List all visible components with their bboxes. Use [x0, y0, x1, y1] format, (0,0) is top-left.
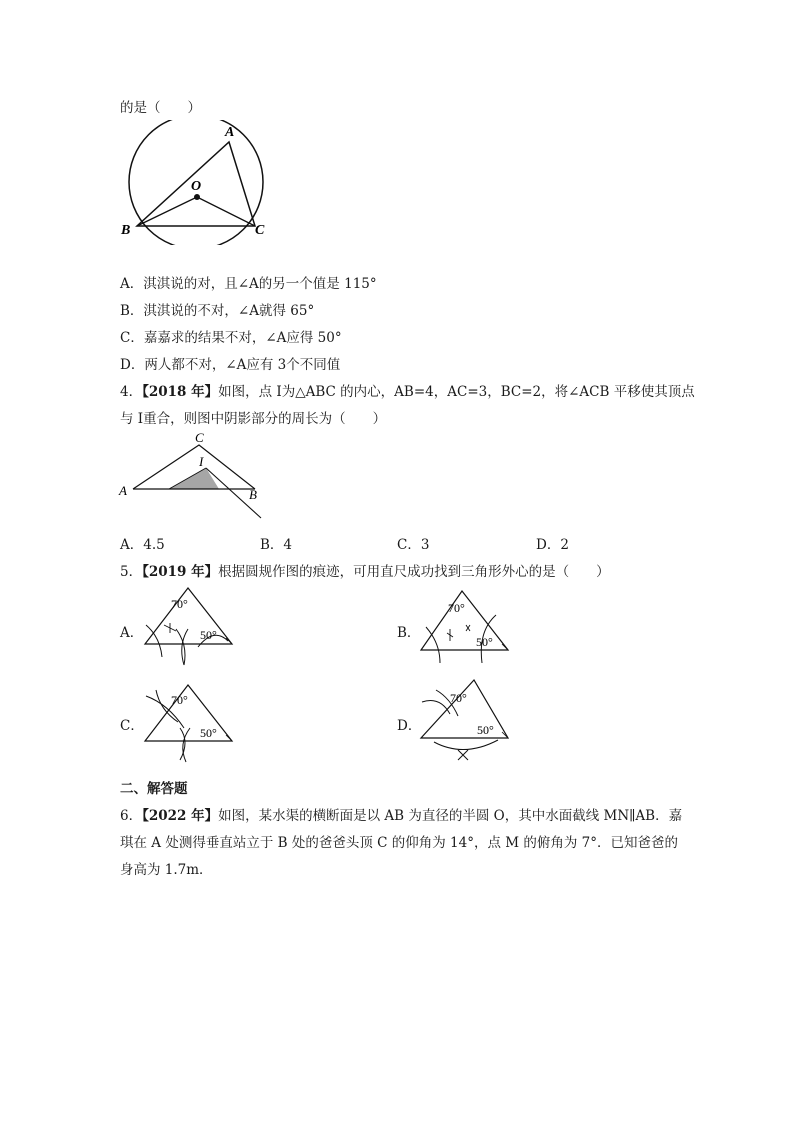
section-title: 二、解答题	[120, 781, 188, 797]
q4-year: 【2018 年】	[142, 384, 219, 400]
q5-year: 【2019 年】	[142, 564, 219, 580]
q5-figure-a	[138, 585, 238, 667]
cross-mark	[458, 750, 468, 760]
arc-mark	[146, 625, 162, 657]
q3-option-a: A．淇淇说的对，且∠A的另一个值是 115°	[120, 276, 377, 292]
angle-right-label: 50°	[200, 628, 217, 642]
incenter-triangle-figure	[115, 430, 275, 520]
center-point-o	[194, 194, 200, 200]
label-b: B	[249, 487, 257, 502]
arc-mark	[434, 740, 498, 750]
q3-option-d: D．两人都不对，∠A应有 3个不同值	[120, 357, 341, 373]
arc-mark	[183, 728, 190, 762]
triangle	[421, 680, 508, 738]
shaded-triangle	[169, 468, 219, 489]
question-6-line1	[120, 804, 682, 824]
label-c: C	[195, 430, 204, 445]
cross-mark	[164, 623, 176, 633]
q4-number: 4．	[120, 384, 143, 400]
label-c: C	[255, 223, 265, 238]
arc-mark	[422, 701, 450, 715]
question-4-line2: 与 I重合，则图中阴影部分的周长为（ ）	[120, 411, 387, 427]
angle-top-label: 70°	[171, 597, 188, 611]
q3-option-c: C．嘉嘉求的结果不对，∠A应得 50°	[120, 330, 342, 346]
q5-text: 根据圆规作图的痕迹，可用直尺成功找到三角形外心的是（ ）	[218, 564, 610, 580]
q5-figure-c	[138, 680, 238, 764]
label-b: B	[121, 223, 131, 238]
angle-top-label: 70°	[450, 691, 467, 705]
radii-ob-oc	[137, 197, 255, 226]
q6-number: 6．	[120, 808, 143, 824]
question-6-line2: 琪在 A 处测得垂直站立于 B 处的爸爸头顶 C 的仰角为 14°，点 M 的俯角为 7°．已知爸爸的	[120, 835, 679, 851]
question-5	[120, 560, 610, 580]
q5-figure-b	[414, 585, 514, 667]
q5-figure-d	[414, 676, 514, 766]
label-o: O	[191, 179, 202, 194]
angle-right-label: 50°	[200, 726, 217, 740]
triangle	[421, 591, 508, 650]
angle-top-label: 70°	[448, 601, 465, 615]
circle-triangle-figure	[115, 120, 275, 245]
angle-right-label: 50°	[476, 635, 493, 649]
q4-option-b: B．4	[260, 537, 293, 553]
q3-option-b: B．淇淇说的不对，∠A就得 65°	[120, 303, 315, 319]
q5-number: 5．	[120, 564, 143, 580]
q5-option-b-letter: B．	[397, 625, 421, 641]
q4-option-a: A．4.5	[120, 537, 165, 553]
label-i: I	[199, 454, 204, 469]
arc-mark	[176, 629, 185, 665]
q4-option-c: C．3	[397, 537, 430, 553]
q6-text: 如图，某水渠的横断面是以 AB 为直径的半圆 O，其中水面截线 MN∥AB．嘉	[218, 808, 683, 824]
triangle	[145, 685, 232, 741]
angle-right-label: 50°	[477, 723, 494, 737]
q4-text: 如图，点 I为△ABC 的内心，AB=4，AC=3，BC=2，将∠ACB 平移使其顶点	[218, 384, 695, 400]
q6-year: 【2022 年】	[142, 808, 219, 824]
q5-option-a-letter: A．	[120, 625, 144, 641]
cross-mark	[466, 625, 470, 631]
label-a: A	[225, 125, 235, 140]
cross-mark	[447, 629, 453, 641]
label-a: A	[119, 483, 127, 498]
arc-mark	[180, 728, 185, 760]
angle-top-label: 70°	[171, 693, 188, 707]
q5-option-d-letter: D．	[397, 718, 422, 734]
question-6-line3: 身高为 1.7m．	[120, 862, 213, 878]
q4-option-d: D．2	[536, 537, 569, 553]
question-3-tail: 的是（ ）	[120, 100, 201, 116]
question-4-line1	[120, 380, 695, 400]
q5-option-c-letter: C．	[120, 718, 144, 734]
